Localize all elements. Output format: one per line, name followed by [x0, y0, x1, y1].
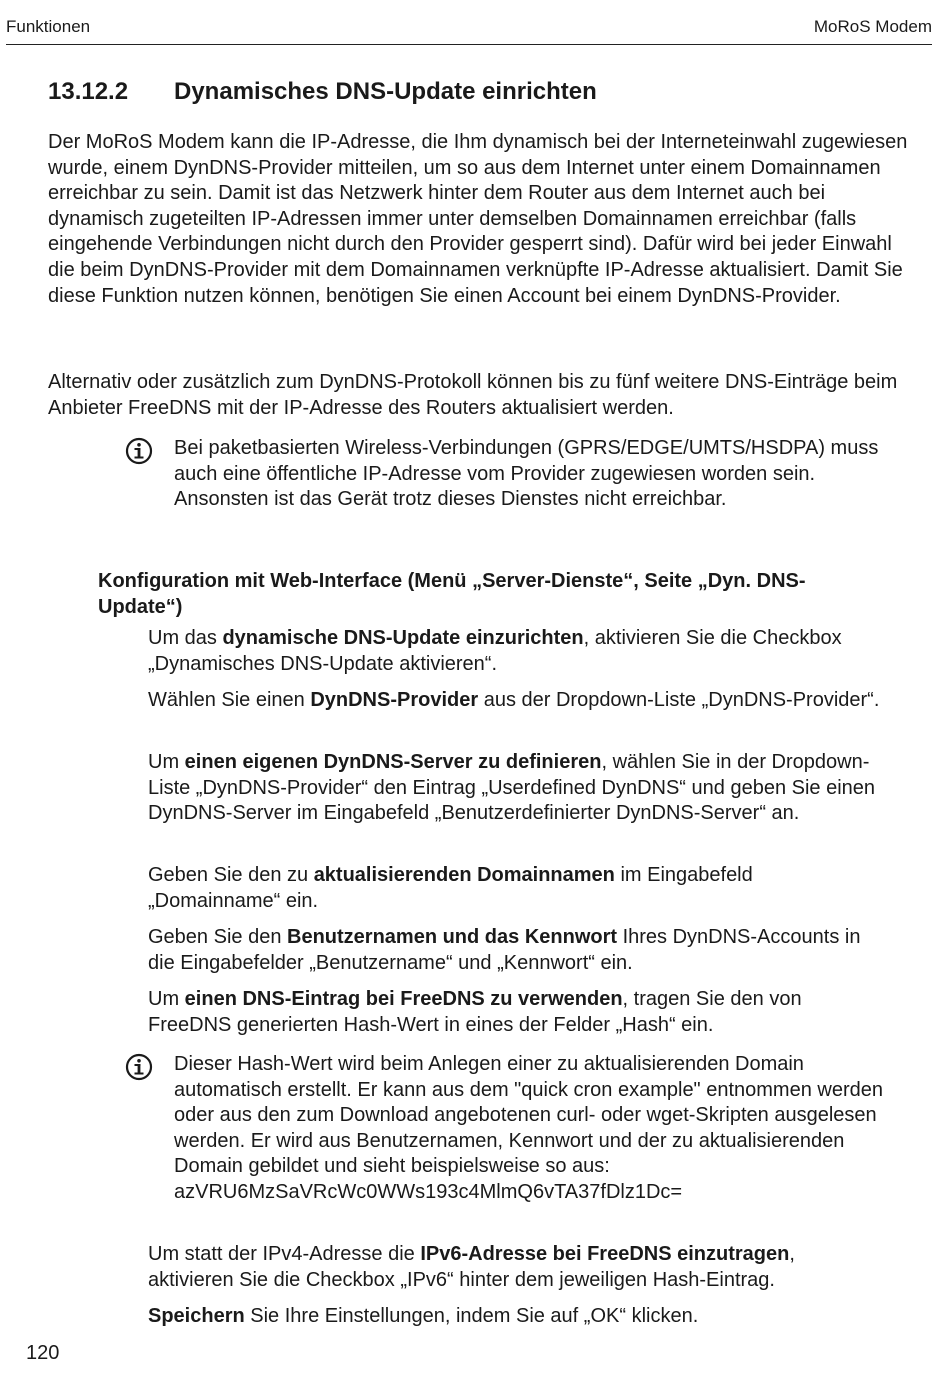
section-number: 13.12.2 [48, 78, 129, 105]
info-icon [124, 1052, 154, 1082]
note-text: Dieser Hash-Wert wird beim Anlegen einer zu aktualisierenden Domain automatisch erstellt. Er kann aus dem "quick cron example" entnommen werden oder aus den zum Download angebotenen curl- oder wget-Skripten ausgelesen werden. Er wird aus Benutzernamen, Kennwort und der zu aktualisierenden Domain gebildet und sieht beispielsweise so aus: azVRU6MzSaVRcWc0WWs193c4MlmQ6vTA37fDlz1Dc= [174, 1053, 883, 1203]
config-subheading: Konfiguration mit Web-Interface (Menü „Server-Dienste“, Seite „Dyn. DNS-Update“) [98, 570, 806, 618]
note-text: Bei paketbasierten Wireless-Verbindungen (GPRS/EDGE/UMTS/HSDPA) muss auch eine öffentliche IP-Adresse vom Provider zugewiesen worden sein. Ansonsten ist das Gerät trotz dieses Dienstes nicht erreichbar. [174, 437, 879, 511]
step-paragraph: Geben Sie den zu aktualisierenden Domainnamen im Eingabefeld „Domainname“ ein. [148, 864, 753, 912]
header-chapter: Funktionen [6, 17, 91, 36]
step-paragraph: Um einen DNS-Eintrag bei FreeDNS zu verwenden, tragen Sie den von FreeDNS generierten Hash-Wert in eines der Felder „Hash“ ein. [148, 988, 802, 1036]
page-number: 120 [26, 1342, 60, 1364]
step-paragraph: Um einen eigenen DynDNS-Server zu definieren, wählen Sie in der Dropdown-Liste „DynDNS-Provider“ den Eintrag „Userdefined DynDNS“ und geben Sie einen DynDNS-Server im Eingabefeld „Benutzerdefinierter DynDNS-Server“ an. [148, 751, 876, 825]
page-header [6, 14, 932, 45]
step-paragraph: Um statt der IPv4-Adresse die IPv6-Adresse bei FreeDNS einzutragen, aktivieren Sie die Checkbox „IPv6“ hinter dem jeweiligen Hash-Eintrag. [148, 1243, 795, 1291]
info-icon [124, 436, 154, 466]
step-paragraph: Speichern Sie Ihre Einstellungen, indem Sie auf „OK“ klicken. [148, 1305, 699, 1327]
section-heading [48, 78, 597, 106]
freedns-paragraph: Alternativ oder zusätzlich zum DynDNS-Protokoll können bis zu fünf weitere DNS-Einträge beim Anbieter FreeDNS mit der IP-Adresse des Routers aktualisiert werden. [48, 371, 898, 419]
section-title: Dynamisches DNS-Update einrichten [174, 78, 597, 105]
step-paragraph: Wählen Sie einen DynDNS-Provider aus der Dropdown-Liste „DynDNS-Provider“. [148, 689, 880, 711]
step-paragraph: Um das dynamische DNS-Update einzurichten, aktivieren Sie die Checkbox „Dynamisches DNS-Update aktivieren“. [148, 627, 842, 675]
header-product: MoRoS Modem [813, 17, 932, 36]
intro-paragraph: Der MoRoS Modem kann die IP-Adresse, die Ihm dynamisch bei der Interneteinwahl zugewiesen wurde, einem DynDNS-Provider mitteilen, um so aus dem Internet unter einem Domainnamen erreichbar zu sein. Damit ist das Netzwerk hinter dem Router aus dem Internet auch bei dynamisch zugeteilten IP-Adressen immer unter demselben Domainnamen erreichbar (falls eingehende Verbindungen nicht durch den Provider gesperrt sind). Dafür wird bei jeder Einwahl die beim DynDNS-Provider mit dem Domainnamen verknüpfte IP-Adresse aktualisiert. Damit Sie diese Funktion nutzen können, benötigen Sie einen Account bei einem DynDNS-Provider. [48, 131, 908, 307]
step-paragraph: Geben Sie den Benutzernamen und das Kennwort Ihres DynDNS-Accounts in die Eingabefelder „Benutzername“ und „Kennwort“ ein. [148, 926, 861, 974]
